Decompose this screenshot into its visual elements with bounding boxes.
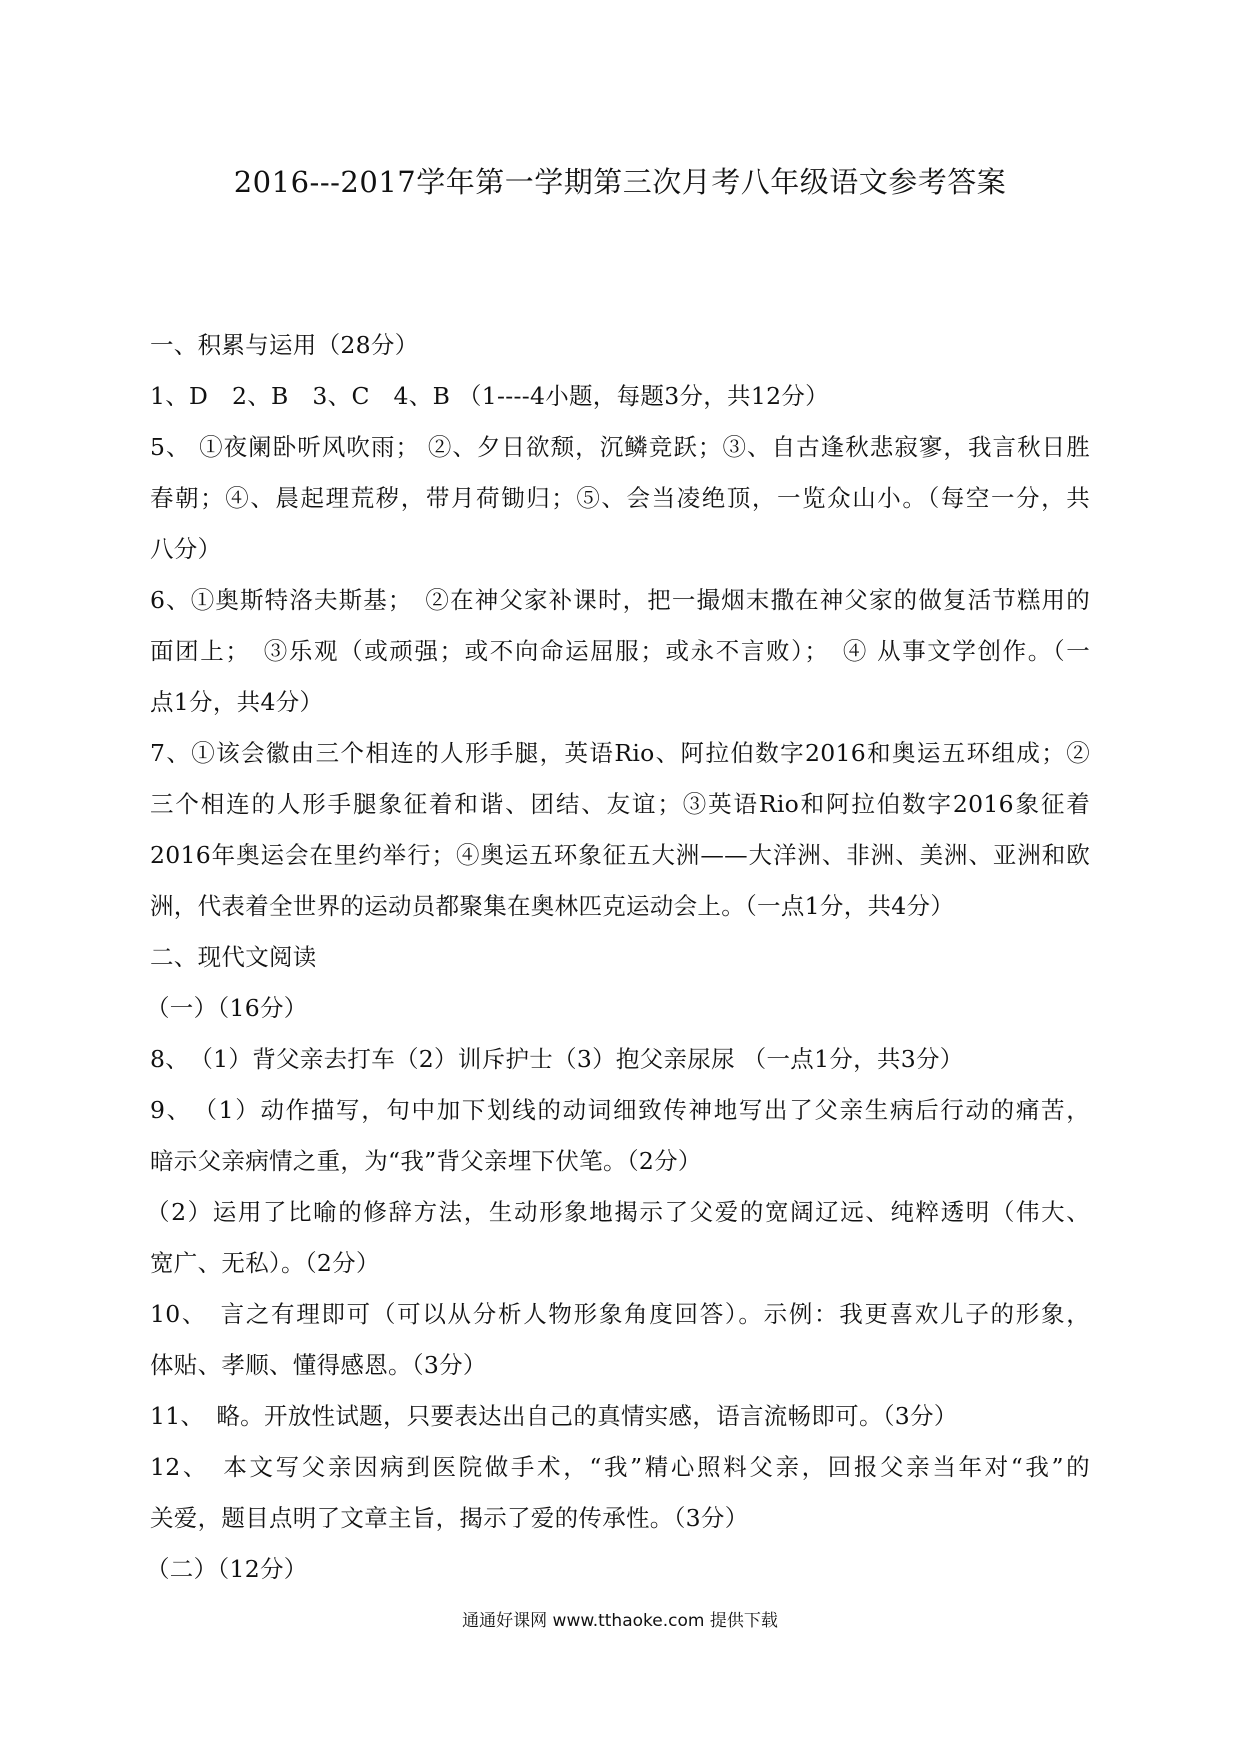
answer-body: [146, 320, 1090, 1595]
answer-line: 11、 略。开放性试题，只要表达出自己的真情实感，语言流畅即可。（3分）: [150, 1402, 958, 1430]
answer-line: （2）运用了比喻的修辞方法，生动形象地揭示了父爱的宽阔辽远、纯粹透明（伟大、: [146, 1198, 1090, 1226]
page-title: 2016---2017学年第一学期第三次月考八年级语文参考答案: [233, 165, 1007, 199]
answer-line: 面团上； ③乐观（或顽强；或不向命运屈服；或永不言败）； ④ 从事文学创作。（一: [150, 637, 1090, 665]
answer-line: 8、 （1）背父亲去打车（2）训斥护士（3）抱父亲尿尿 （一点1分，共3分）: [150, 1045, 964, 1073]
answer-line: 洲，代表着全世界的运动员都聚集在奥林匹克运动会上。（一点1分，共4分）: [150, 892, 955, 920]
answer-line: 点1分，共4分）: [150, 688, 324, 716]
footer-source-note: 通通好课网 www.tthaoke.com 提供下载: [462, 1611, 778, 1631]
answer-line: 体贴、孝顺、懂得感恩。（3分）: [150, 1351, 487, 1379]
answer-line: 12、 本文写父亲因病到医院做手术，“我”精心照料父亲，回报父亲当年对“我”的: [150, 1453, 1090, 1481]
answer-line: 宽广、无私）。（2分）: [150, 1249, 380, 1277]
answer-line: 三个相连的人形手腿象征着和谐、团结、友谊；③英语Rio和阿拉伯数字2016象征着: [150, 790, 1090, 818]
answer-line: 八分）: [150, 535, 222, 563]
answer-line: 5、 ①夜阑卧听风吹雨； ②、夕日欲颓，沉鳞竞跃；③、自古逢秋悲寂寥，我言秋日胜: [150, 433, 1090, 461]
answer-line: 1、D 2、B 3、C 4、B （1----4小题，每题3分，共12分）: [150, 382, 829, 410]
subsection-heading: （二）（12分）: [146, 1555, 308, 1583]
section-heading: 二、现代文阅读: [150, 943, 317, 971]
answer-line: 暗示父亲病情之重，为“我”背父亲埋下伏笔。（2分）: [150, 1147, 702, 1175]
answer-line: 关爱，题目点明了文章主旨，揭示了爱的传承性。（3分）: [150, 1504, 749, 1532]
answer-line: 2016年奥运会在里约举行；④奥运五环象征五大洲——大洋洲、非洲、美洲、亚洲和欧: [150, 841, 1090, 869]
answer-line: 10、 言之有理即可（可以从分析人物形象角度回答）。示例：我更喜欢儿子的形象，: [150, 1300, 1090, 1328]
answer-line: 春朝；④、晨起理荒秽，带月荷锄归；⑤、会当凌绝顶，一览众山小。（每空一分，共: [150, 484, 1090, 512]
answer-line: 7、①该会徽由三个相连的人形手腿，英语Rio、阿拉伯数字2016和奥运五环组成；②: [150, 739, 1090, 767]
subsection-heading: （一）（16分）: [146, 994, 308, 1022]
section-heading: 一、积累与运用（28分）: [150, 331, 419, 359]
answer-line: 6、①奥斯特洛夫斯基； ②在神父家补课时，把一撮烟末撒在神父家的做复活节糕用的: [150, 586, 1090, 614]
answer-line: 9、 （1）动作描写，句中加下划线的动词细致传神地写出了父亲生病后行动的痛苦，: [150, 1096, 1090, 1124]
